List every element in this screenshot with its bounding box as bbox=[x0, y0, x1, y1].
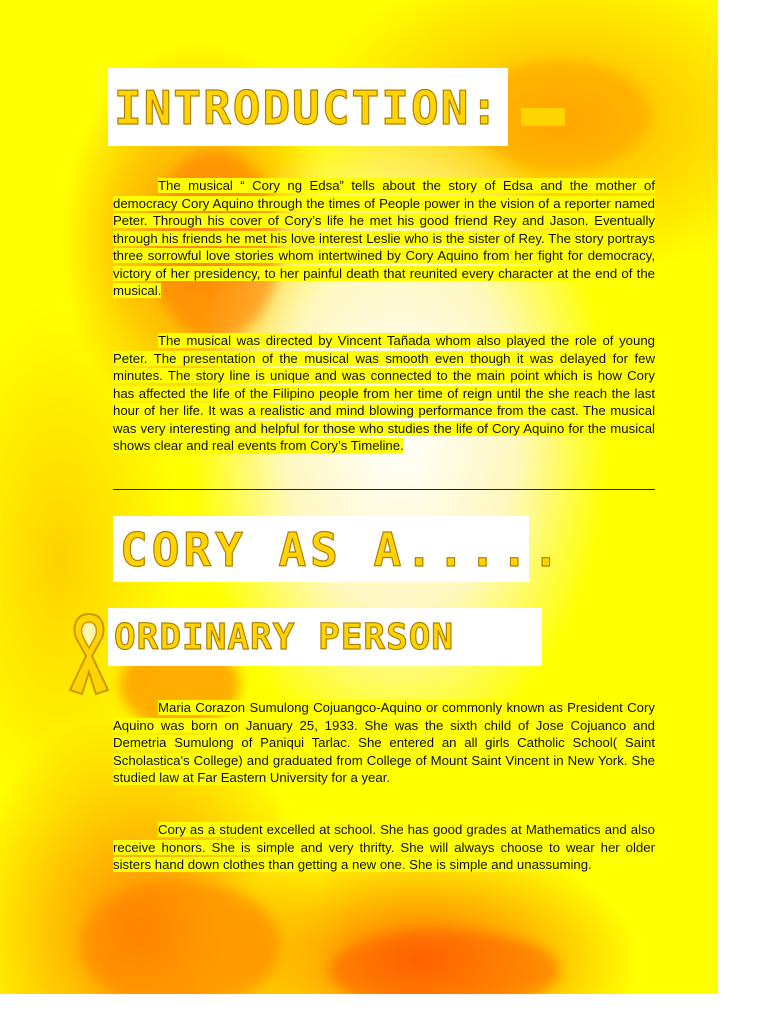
ordinary-person-heading: ORDINARY PERSON bbox=[114, 617, 455, 658]
person-paragraph-1 bbox=[113, 699, 655, 787]
person-paragraph-2 bbox=[113, 821, 655, 874]
person-paragraph-2-text: Cory as a student excelled at school. She has good grades at Mathematics and also receive honors. She is simple and very thrifty. She will always choose to wear her older sisters hand down clothes than getting a new one. She is simple and unassuming. bbox=[113, 822, 655, 872]
portrait-shoulder-shape bbox=[330, 930, 560, 994]
intro-paragraph-2 bbox=[113, 332, 655, 455]
cory-as-heading: CORY AS A..... bbox=[120, 523, 564, 577]
intro-paragraph-1-text: The musical “ Cory ng Edsa” tells about the story of Edsa and the mother of democracy Cory Aquino through the times of People power in the vision of a reporter named Peter. Through his cover of Cory’s life he met his good friend Rey and Jason. Eventually through his friends he met his love interest Leslie who is the sister of Rey. The story portrays three sorrowful love stories whom intertwined by Cory Aquino from her fight for democracy, victory of her presidency, to her painful death that reunited every character at the end of the musical. bbox=[113, 178, 655, 298]
yellow-ribbon-icon bbox=[64, 610, 114, 696]
intro-paragraph-1 bbox=[113, 177, 655, 300]
portrait-shoulder-shape bbox=[80, 880, 280, 994]
introduction-heading: INTRODUCTION: bbox=[114, 81, 501, 135]
heading-accent-bar bbox=[521, 108, 565, 126]
intro-paragraph-2-text: The musical was directed by Vincent Tañada whom also played the role of young Peter. The presentation of the musical was smooth even though it was delayed for few minutes. The story line is unique and was connected to the main point which is how Cory has affected the life of the Filipino people from her time of reign until the she reach the last hour of her life. It was a realistic and mind blowing performance from the cast. The musical was very interesting and helpful for those who studies the life of Cory Aquino for the musical shows clear and real events from Cory’s Timeline. bbox=[113, 333, 655, 453]
person-paragraph-1-text: Maria Corazon Sumulong Cojuangco-Aquino or commonly known as President Cory Aquino was born on January 25, 1933. She was the sixth child of Jose Cojuanco and Demetria Sumulong of Paniqui Tarlac. She entered an all girls Catholic School( Saint Scholastica's College) and graduated from College of Mount Saint Vincent in New York. She studied law at Far Eastern University for a year. bbox=[113, 700, 655, 785]
section-divider bbox=[113, 489, 655, 490]
